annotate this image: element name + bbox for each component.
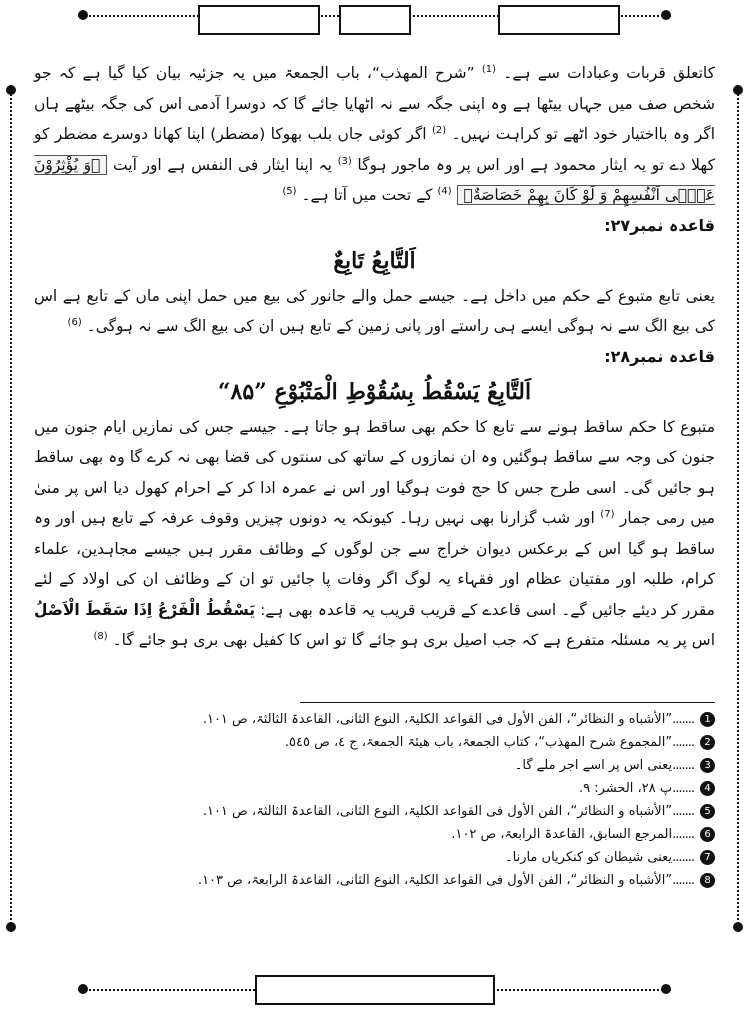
header-box-left (198, 5, 320, 35)
rule28-text (34, 412, 715, 656)
para1-cont2: یہ اپنا ایثار فی النفس ہے اور آیت (113, 155, 332, 174)
footnote-7: 7 ....... یعنی شیطان کو کنکریاں مارنا۔ (34, 846, 715, 869)
footnote-ref-3[interactable]: (3) (337, 155, 352, 167)
footnote-text: پ ٢٨، الحشر: ٩. (579, 781, 673, 796)
footnote-ref-2[interactable]: (2) (431, 124, 447, 136)
header-box-center (339, 5, 411, 35)
footnote-separator (300, 702, 715, 703)
footnote-number: 4 (700, 781, 715, 796)
rule28-title: اَلتَّابِعُ یَسْقُطُ بِسُقُوْطِ الْمَتْبُوْعِ ”۸۵“ (217, 378, 532, 405)
paragraph-1 (34, 58, 715, 211)
rule28-body-2: اور شب گزارنا بھی نہیں رہا۔ کیونکہ یہ دونوں چیزیں وقوف عرفہ کے تابع ہیں اور وہ ساقط ہو گیا اس کے برعکس دیوان خراج سے جن لوگوں کے وظائف مقرر ہیں جیسے مجاہدین، علماء کرام، طلبہ اور مفتیان عظام اور فقہاء یہ لوگ اگر وفات پا جائیں تو ان کے وظائف ان کی اولاد کے لئے مقرر کر دیئے جائیں گے۔ اسی قاعدے کے قریب قریب یہ قاعدہ بھی ہے: (34, 509, 715, 619)
quran-verse: ﴿وَ یُؤْثِرُوْنَ عَلٰۤى اَنْفُسِهِمْ وَ لَوْ كَانَ بِهِمْ خَصَاصَةٌ﴾ (34, 155, 715, 204)
rule28-sub-rule: یَسْقُطُ الْفَرْعُ اِذَا سَقَطَ الْاَصْلُ (34, 600, 256, 619)
footnote-number: 2 (700, 735, 715, 750)
footnote-ref-8[interactable]: (8) (93, 630, 108, 642)
footnote-number: 1 (700, 712, 715, 727)
footnote-number: 5 (700, 804, 715, 819)
footnote-6: 6 ....... المرجع السابق، القاعدۃ الرابعۃ، ص ١٠٢. (34, 823, 715, 846)
footnote-number: 3 (700, 758, 715, 773)
footnote-number: 7 (700, 850, 715, 865)
footnote-ref-5[interactable]: (5) (282, 185, 297, 197)
rule28-heading: قاعدہ نمبر۲۸: (604, 346, 715, 366)
para1-cont3: کے تحت میں آتا ہے۔ (301, 186, 433, 204)
right-border-ornament (737, 85, 739, 932)
rule27-heading: قاعدہ نمبر۲۷: (604, 215, 715, 235)
footnote-ref-1[interactable]: (1) (481, 63, 497, 75)
footnote-8: 8 ....... ”الأشباه و النظائر“، الفن الأول فی القواعد الکلیۃ، النوع الثانی، القاعدۃ الرابعۃ، ص ١٠٣. (34, 869, 715, 892)
footnote-5: 5 ....... ”الأشباه و النظائر“، الفن الأول فی القواعد الکلیۃ، النوع الثانی، القاعدۃ الثالثۃ، ص ١٠١. (34, 800, 715, 823)
footnote-ref-7[interactable]: (7) (600, 508, 615, 520)
footnote-text: یعنی شیطان کو کنکریاں مارنا۔ (505, 850, 673, 865)
footnotes (34, 708, 715, 892)
footnote-2: 2 ....... ”المجموع شرح المھذب“، کتاب الجمعۃ، باب ھیئۃ الجمعۃ، ج ٤، ص ٥٤٥. (34, 731, 715, 754)
footnote-1: 1 ....... ”الأشباه و النظائر“، الفن الأول فی القواعد الکلیۃ، النوع الثانی، القاعدۃ الثالثۃ، ص ١٠١. (34, 708, 715, 731)
rule27-text (34, 281, 715, 342)
footnote-number: 6 (700, 827, 715, 842)
rule27-title: اَلتَّابِعُ تَابِعٌ (333, 247, 416, 274)
footnote-text: ”الأشباه و النظائر“، الفن الأول فی القواعد الکلیۃ، النوع الثانی، القاعدۃ الثالثۃ، ص ١٠١. (202, 804, 673, 819)
rule28-body-3: اس پر یہ مسئلہ متفرع ہے کہ جب اصیل بری ہو جائے گا تو اس کا کفیل بھی بری ہو جائے گا۔ (112, 631, 715, 649)
left-border-ornament (10, 85, 12, 932)
rule28-body-1: متبوع کا حکم ساقط ہونے سے تابع کا حکم بھی ساقط ہو جاتا ہے۔ جیسے جس کی نمازیں ایام جنون میں جنون کی وجہ سے ساقط ہوگئیں وہ ان نمازوں کے ساتھ کی سنتوں کی قضا بھی نہ کرے گا وہ بھی ساقط ہو جائیں گی۔ اسی طرح جس کا حج فوت ہوگیا اور اس نے عمرہ ادا کر کے احرام کھول دیا اس پر منیٰ میں رمی جمار (34, 417, 715, 527)
footnote-text: ”الأشباه و النظائر“، الفن الأول فی القواعد الکلیۃ، النوع الثانی، القاعدۃ الرابعۃ، ص ١٠٣. (197, 873, 673, 888)
para1-main: ”شرح المھذب“، باب الجمعۃ میں یہ جزئیہ بیان کیا گیا ہے کہ جو شخص صف میں جہاں بیٹھا ہے وہ اپنی جگہ سے نہ اٹھایا جائے گا کہ دوسرا آدمی اس کی جگہ بیٹھے ہاں اگر وہ بااختیار خود اٹھے تو کراہت نہیں۔ (34, 64, 715, 143)
footnote-ref-4[interactable]: (4) (437, 185, 452, 197)
footnote-text: یعنی اس پر اسے اجر ملے گا۔ (514, 758, 673, 773)
main-text (34, 58, 715, 656)
footnote-text: المرجع السابق، القاعدۃ الرابعۃ، ص ١٠٢. (451, 827, 673, 842)
rule27-body: یعنی تابع متبوع کے حکم میں داخل ہے۔ جیسے حمل والے جانور کی بیع میں حمل اپنی ماں کے تابع ہے اس کی بیع الگ سے نہ ہوگی ایسے ہی راستے اور پانی زمین کے تابع ہیں ان کی بیع الگ سے نہ ہوگی۔ (34, 286, 715, 335)
para1-cont: اگر کوئی جاں بلب بھوکا (مضطر) اپنا کھانا دوسرے مضطر کو کھلا دے تو یہ ایثار محمود ہے اور اس پر وہ ماجور ہوگا (34, 125, 715, 174)
footnote-3: 3 ....... یعنی اس پر اسے اجر ملے گا۔ (34, 754, 715, 777)
footnote-4: 4 ....... پ ٢٨، الحشر: ٩. (34, 777, 715, 800)
footnote-number: 8 (700, 873, 715, 888)
para1-intro: کاتعلق قربات وعبادات سے ہے۔ (503, 64, 715, 82)
footnote-text: ”المجموع شرح المھذب“، کتاب الجمعۃ، باب ھیئۃ الجمعۃ، ج ٤، ص ٥٤٥. (284, 735, 673, 750)
footnote-ref-6[interactable]: (6) (67, 316, 82, 328)
footer-box (255, 975, 495, 1005)
footnote-text: ”الأشباه و النظائر“، الفن الأول فی القواعد الکلیۃ، النوع الثانی، القاعدۃ الثالثۃ، ص ١٠١. (202, 712, 673, 727)
header-box-right (498, 5, 620, 35)
